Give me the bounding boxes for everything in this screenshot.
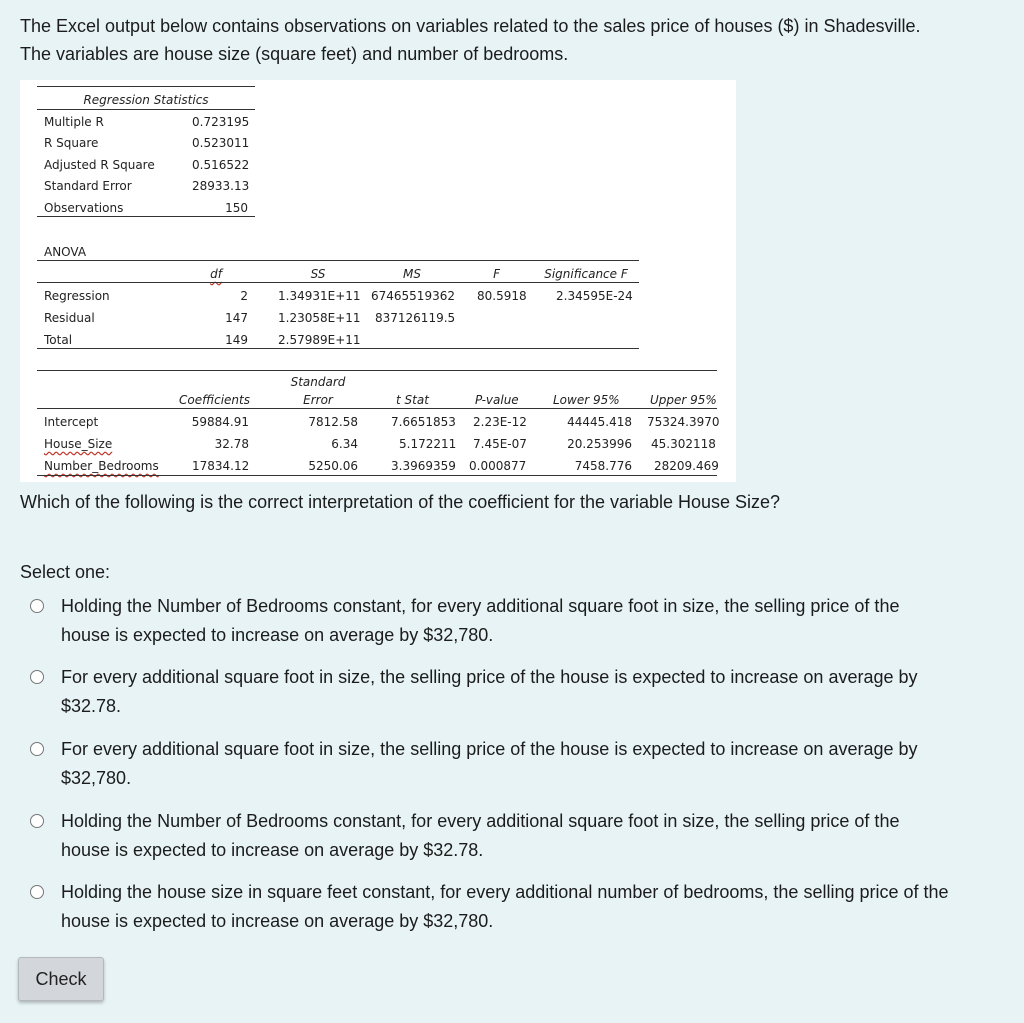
coef-tstat: 3.3969359 (391, 459, 456, 473)
option-label-line2: house is expected to increase on average by $32,780. (61, 911, 494, 931)
coef-lower95: 20.253996 (567, 437, 632, 451)
option-label[interactable] (61, 878, 1011, 936)
anova-ms: 837126119.5 (375, 311, 456, 325)
table-rule (37, 260, 639, 261)
answer-option-b[interactable] (30, 663, 1015, 721)
stat-label: Adjusted R Square (44, 158, 155, 172)
answer-option-e[interactable] (30, 878, 1015, 936)
anova-header-ms: MS (403, 267, 421, 281)
coef-lower95: 7458.776 (574, 459, 632, 473)
table-rule (37, 348, 639, 349)
coef-upper95: 28209.469 (654, 459, 719, 473)
coef-row-label: Number_Bedrooms (44, 459, 159, 473)
stat-label: Observations (44, 201, 124, 215)
coef-value: 17834.12 (192, 459, 250, 473)
table-rule (37, 408, 717, 409)
check-button[interactable]: Check (18, 957, 104, 1001)
anova-title: ANOVA (44, 245, 87, 259)
question-text: Which of the following is the correct interpretation of the coefficient for the variable House Size? (20, 492, 781, 512)
stat-value: 28933.13 (192, 179, 250, 193)
coef-pvalue: 2.23E-12 (473, 415, 527, 429)
anova-header-ss: SS (310, 267, 326, 281)
table-rule (37, 86, 255, 87)
coef-value: 32.78 (214, 437, 249, 451)
anova-header-f: F (493, 267, 500, 281)
anova-ss: 1.34931E+11 (278, 289, 361, 303)
answer-option-c[interactable] (30, 735, 1015, 793)
answer-option-a[interactable] (30, 592, 1015, 650)
table-rule (37, 216, 255, 217)
option-label-line1: For every additional square foot in size, the selling price of the house is expected to increase on average by (61, 667, 918, 687)
coef-upper95: 45.302118 (651, 437, 716, 451)
coef-value: 59884.91 (191, 415, 249, 429)
stat-value: 0.523011 (192, 136, 250, 150)
stat-label: Multiple R (44, 115, 104, 129)
option-label-line2: $32,780. (61, 768, 132, 788)
stat-value: 0.516522 (192, 158, 250, 172)
coef-pvalue: 0.000877 (469, 459, 527, 473)
stat-label: Standard Error (44, 179, 132, 193)
option-label-line2: house is expected to increase on average by $32,780. (61, 625, 494, 645)
question-intro (20, 12, 1010, 68)
option-label[interactable] (61, 592, 1011, 650)
stat-label: R Square (44, 136, 99, 150)
coef-header-upper95: Upper 95% (650, 393, 717, 407)
stat-value: 150 (225, 201, 248, 215)
intro-line-2: The variables are house size (square feet) and number of bedrooms. (20, 44, 569, 64)
anova-df: 2 (240, 289, 248, 303)
option-label-line1: Holding the house size in square feet constant, for every additional number of bedrooms, the selling price of the (61, 882, 949, 902)
anova-ss: 2.57989E+11 (278, 333, 361, 347)
coef-pvalue: 7.45E-07 (473, 437, 527, 451)
anova-row-label: Residual (44, 311, 95, 325)
option-label-line1: For every additional square foot in size, the selling price of the house is expected to increase on average by (61, 739, 918, 759)
coef-row-label: House_Size (44, 437, 113, 451)
anova-row-label: Total (44, 333, 73, 347)
coef-row-label: Intercept (44, 415, 99, 429)
table-rule (37, 282, 639, 283)
option-label[interactable] (61, 807, 1011, 865)
option-label[interactable] (61, 663, 1011, 721)
coef-se: 6.34 (331, 437, 358, 451)
coef-header-se-line1: Standard (290, 375, 346, 389)
excel-output-image (20, 80, 736, 482)
option-label-line1: Holding the Number of Bedrooms constant, for every additional square foot in size, the selling price of the (61, 596, 900, 616)
coef-header-tstat: t Stat (396, 393, 429, 407)
coef-header-coefficients: Coefficients (179, 393, 250, 407)
option-label[interactable] (61, 735, 1011, 793)
option-label-line2: house is expected to increase on average by $32.78. (61, 840, 484, 860)
coef-se: 7812.58 (308, 415, 358, 429)
anova-df: 149 (225, 333, 248, 347)
anova-f: 80.5918 (477, 289, 527, 303)
intro-line-1: The Excel output below contains observations on variables related to the sales price of houses ($) in Shadesville. (20, 16, 921, 36)
radio-button[interactable] (30, 599, 44, 613)
anova-ms: 67465519362 (371, 289, 455, 303)
table-rule (37, 475, 717, 476)
regression-statistics-title: Regression Statistics (83, 93, 209, 107)
radio-button[interactable] (30, 814, 44, 828)
table-rule (37, 109, 255, 110)
answer-option-d[interactable] (30, 807, 1015, 865)
coef-tstat: 7.6651853 (391, 415, 456, 429)
coef-lower95: 44445.418 (567, 415, 632, 429)
coef-upper95: 75324.3970 (647, 415, 720, 429)
anova-header-df: df (210, 267, 222, 281)
coef-header-pvalue: P-value (475, 393, 519, 407)
coef-header-se-line2: Error (303, 393, 333, 407)
anova-df: 147 (225, 311, 248, 325)
anova-sig: 2.34595E-24 (556, 289, 633, 303)
anova-ss: 1.23058E+11 (278, 311, 361, 325)
radio-button[interactable] (30, 885, 44, 899)
radio-button[interactable] (30, 670, 44, 684)
anova-row-label: Regression (44, 289, 110, 303)
radio-button[interactable] (30, 742, 44, 756)
table-rule (37, 370, 717, 371)
coef-se: 5250.06 (308, 459, 358, 473)
coef-tstat: 5.172211 (399, 437, 457, 451)
anova-header-significance-f: Significance F (544, 267, 628, 281)
option-label-line1: Holding the Number of Bedrooms constant, for every additional square foot in size, the selling price of the (61, 811, 900, 831)
select-one-label: Select one: (20, 562, 111, 582)
option-label-line2: $32.78. (61, 696, 122, 716)
stat-value: 0.723195 (192, 115, 250, 129)
coef-header-lower95: Lower 95% (553, 393, 620, 407)
